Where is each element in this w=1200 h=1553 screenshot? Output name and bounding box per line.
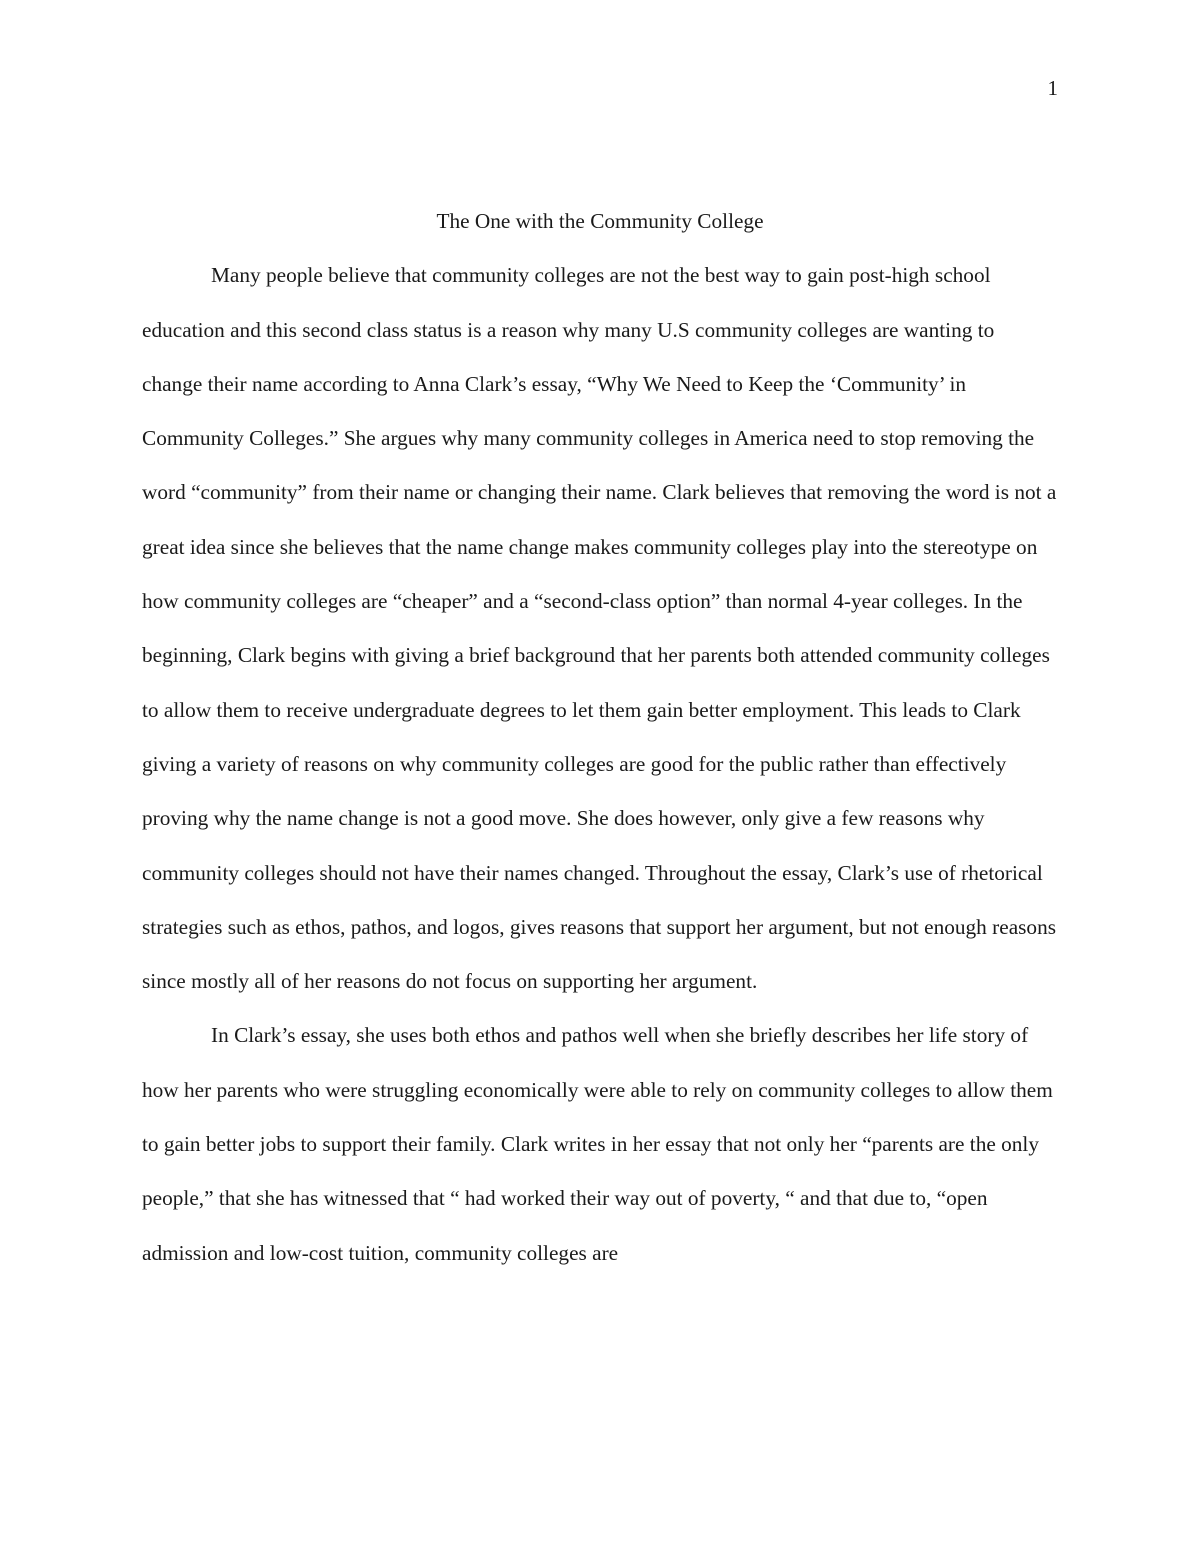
essay-title: The One with the Community College	[436, 209, 764, 233]
page-number: 1	[1047, 76, 1058, 100]
document-body	[142, 194, 1058, 1280]
paragraph-2: In Clark’s essay, she uses both ethos and pathos well when she briefly describes her life story of how her parents who were struggling economically were able to rely on community colleges to allow them to gain better jobs to support their family. Clark writes in her essay that not only her “parents are the only people,” that she has witnessed that “ had worked their way out of poverty, “ and that due to, “open admission and low-cost tuition, community colleges are	[142, 1023, 1053, 1265]
paragraph-1: Many people believe that community colleges are not the best way to gain post-high school education and this second class status is a reason why many U.S community colleges are wanting to change their name according to Anna Clark’s essay, “Why We Need to Keep the ‘Community’ in Community Colleges.” She argues why many community colleges in America need to stop removing the word “community” from their name or changing their name. Clark believes that removing the word is not a great idea since she believes that the name change makes community colleges play into the stereotype on how community colleges are “cheaper” and a “second-class option” than normal 4-year colleges. In the beginning, Clark begins with giving a brief background that her parents both attended community colleges to allow them to receive undergraduate degrees to let them gain better employment. This leads to Clark giving a variety of reasons on why community colleges are good for the public rather than effectively proving why the name change is not a good move. She does however, only give a few reasons why community colleges should not have their names changed. Throughout the essay, Clark’s use of rhetorical strategies such as ethos, pathos, and logos, gives reasons that support her argument, but not enough reasons since mostly all of her reasons do not focus on supporting her argument.	[142, 263, 1057, 994]
